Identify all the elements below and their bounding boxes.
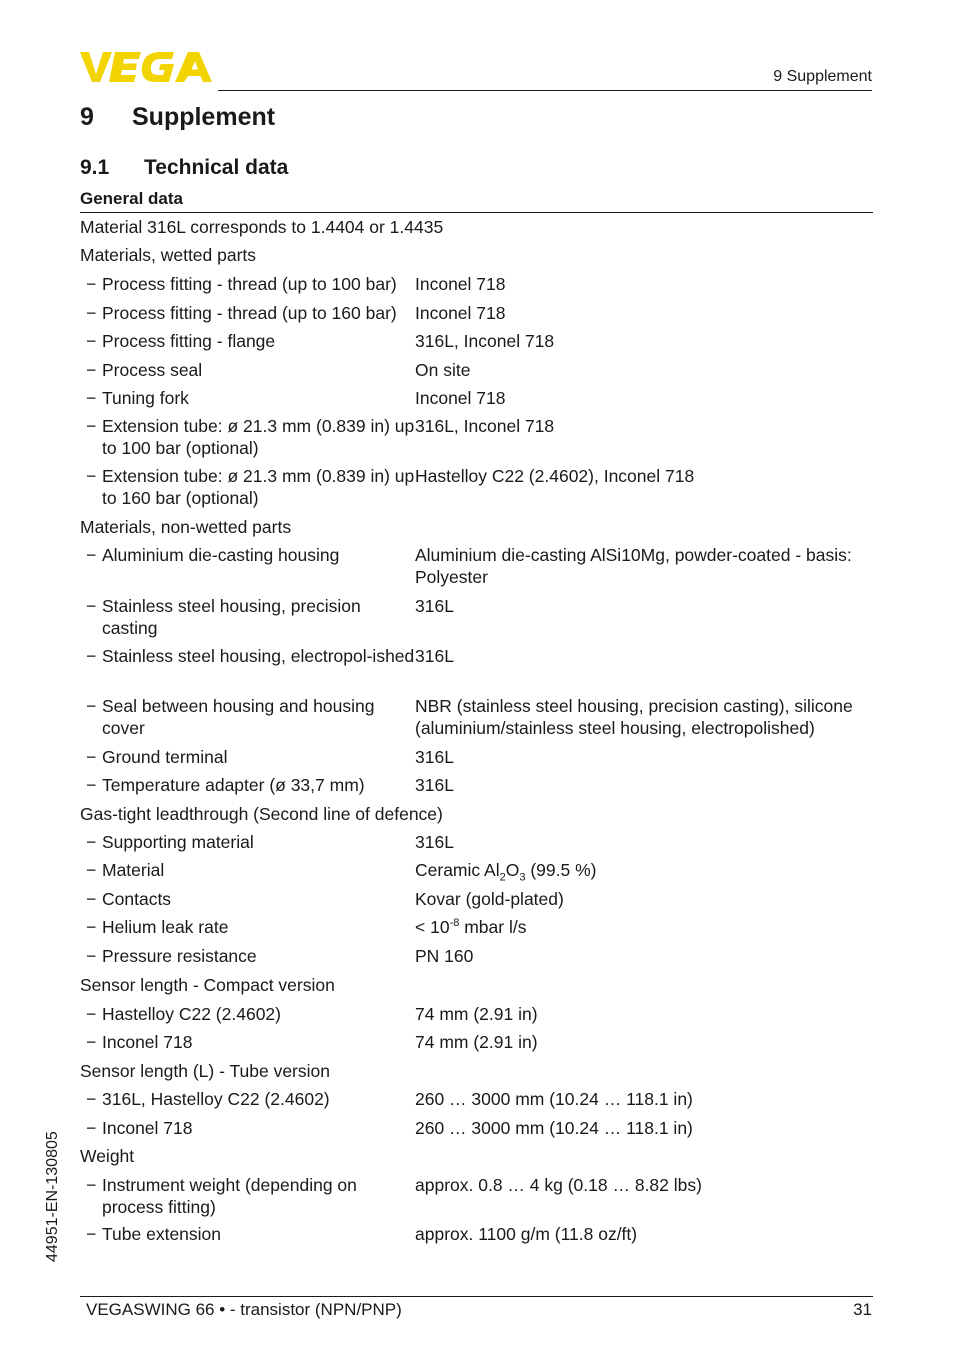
item-label: Stainless steel housing, precision casting	[102, 596, 361, 638]
dash-bullet: −	[86, 545, 97, 565]
item-label: Tuning fork	[102, 388, 189, 408]
group-row	[80, 1060, 873, 1082]
footer-rule	[80, 1296, 873, 1297]
item-label-cell	[80, 1223, 415, 1245]
dash-bullet: −	[86, 388, 97, 408]
item-label: Material	[102, 860, 165, 880]
item-row	[80, 1117, 873, 1139]
page-number: 31	[853, 1300, 872, 1319]
item-row	[80, 774, 873, 796]
dash-bullet: −	[86, 696, 97, 716]
dash-bullet: −	[86, 646, 97, 666]
dash-bullet: −	[86, 416, 97, 436]
item-label: Instrument weight (depending on process fitting)	[102, 1175, 357, 1217]
value-fragment: Ceramic Al	[415, 860, 500, 880]
item-label-cell	[80, 695, 415, 739]
item-label: Aluminium die-casting housing	[102, 545, 340, 565]
item-label-cell	[80, 1088, 415, 1110]
dash-bullet: −	[86, 832, 97, 852]
dash-bullet: −	[86, 860, 97, 880]
item-row	[80, 888, 873, 910]
superscript: -8	[449, 917, 460, 930]
dash-bullet: −	[86, 1089, 97, 1109]
item-value: 316L	[415, 832, 454, 852]
value-fragment: O	[505, 860, 520, 880]
item-label-cell	[80, 330, 415, 352]
value-fragment: < 10	[415, 917, 450, 937]
group-label: Material 316L corresponds to 1.4404 or 1.4435	[80, 217, 444, 237]
subheading-rule	[80, 212, 873, 213]
item-label: Pressure resistance	[102, 946, 257, 966]
item-label-cell	[80, 415, 415, 459]
item-label-cell	[80, 645, 415, 667]
dash-bullet: −	[86, 596, 97, 616]
item-label: Tube extension	[102, 1224, 222, 1244]
item-row	[80, 1223, 873, 1245]
item-value: approx. 0.8 … 4 kg (0.18 … 8.82 lbs)	[415, 1175, 702, 1195]
value-fragment: mbar l/s	[459, 917, 527, 937]
section-title: Technical data	[144, 156, 289, 179]
item-label: Helium leak rate	[102, 917, 229, 937]
item-label-cell	[80, 465, 415, 509]
item-value: 316L	[415, 747, 454, 767]
group-label: Materials, non-wetted parts	[80, 517, 292, 537]
item-label: Process seal	[102, 360, 203, 380]
chapter-number: 9	[80, 103, 94, 131]
vega-logo	[80, 50, 212, 84]
dash-bullet: −	[86, 946, 97, 966]
item-value: Inconel 718	[415, 274, 506, 294]
item-label: Process fitting - thread (up to 160 bar)	[102, 303, 397, 323]
group-row	[80, 516, 873, 538]
item-label-cell	[80, 916, 415, 938]
group-label: Materials, wetted parts	[80, 245, 257, 265]
item-value: 316L	[415, 596, 454, 616]
item-value: 74 mm (2.91 in)	[415, 1032, 538, 1052]
item-value: 260 … 3000 mm (10.24 … 118.1 in)	[415, 1118, 693, 1138]
item-row	[80, 1003, 873, 1025]
item-row	[80, 1031, 873, 1053]
item-row	[80, 1174, 873, 1218]
item-row	[80, 544, 873, 588]
item-label-cell	[80, 746, 415, 768]
subscript: 3	[519, 871, 526, 884]
item-label: 316L, Hastelloy C22 (2.4602)	[102, 1089, 330, 1109]
item-row	[80, 695, 873, 739]
item-label-cell	[80, 831, 415, 853]
item-label: Temperature adapter (ø 33,7 mm)	[102, 775, 365, 795]
item-label-cell	[80, 302, 415, 324]
item-label-cell	[80, 387, 415, 409]
item-value: On site	[415, 360, 471, 380]
item-row	[80, 302, 873, 324]
item-value: Kovar (gold-plated)	[415, 889, 564, 909]
item-label-cell	[80, 544, 415, 588]
group-row	[80, 216, 873, 238]
group-label: Gas-tight leadthrough (Second line of defence)	[80, 804, 443, 824]
item-value: 316L, Inconel 718	[415, 331, 555, 351]
item-label-cell	[80, 1003, 415, 1025]
general-data-heading: General data	[80, 189, 183, 208]
dash-bullet: −	[86, 1004, 97, 1024]
dash-bullet: −	[86, 274, 97, 294]
item-label: Stainless steel housing, electropol-ished	[102, 646, 415, 666]
item-value: Hastelloy C22 (2.4602), Inconel 718	[415, 466, 695, 486]
footer-product: VEGASWING 66 • - transistor (NPN/PNP)	[86, 1300, 402, 1319]
item-label: Contacts	[102, 889, 172, 909]
item-value: 316L, Inconel 718	[415, 416, 555, 436]
item-value: Inconel 718	[415, 303, 506, 323]
item-value: 316L	[415, 775, 454, 795]
item-row	[80, 595, 873, 639]
header-rule	[218, 90, 872, 91]
item-label-cell	[80, 774, 415, 796]
item-value: Aluminium die-casting AlSi10Mg, powder-coated - basis: Polyester	[415, 545, 852, 587]
item-label: Hastelloy C22 (2.4602)	[102, 1004, 281, 1024]
item-value: approx. 1100 g/m (11.8 oz/ft)	[415, 1224, 638, 1244]
section-number: 9.1	[80, 156, 110, 179]
item-label-cell	[80, 1031, 415, 1053]
item-label: Supporting material	[102, 832, 254, 852]
dash-bullet: −	[86, 466, 97, 486]
item-label-cell	[80, 1117, 415, 1139]
dash-bullet: −	[86, 1175, 97, 1195]
item-value: 260 … 3000 mm (10.24 … 118.1 in)	[415, 1089, 693, 1109]
dash-bullet: −	[86, 303, 97, 323]
item-label: Inconel 718	[102, 1032, 193, 1052]
item-row	[80, 746, 873, 768]
group-row	[80, 1145, 873, 1167]
item-label-cell	[80, 1174, 415, 1218]
chapter-heading	[80, 103, 275, 132]
item-value: PN 160	[415, 946, 474, 966]
item-row	[80, 916, 873, 938]
item-label-cell	[80, 859, 415, 881]
item-value: 74 mm (2.91 in)	[415, 1004, 538, 1024]
subscript: 2	[499, 871, 506, 884]
item-value: Inconel 718	[415, 388, 506, 408]
group-row	[80, 803, 873, 825]
chapter-title: Supplement	[132, 103, 276, 131]
item-value: 316L	[415, 646, 454, 666]
item-label-cell	[80, 595, 415, 639]
item-row	[80, 387, 873, 409]
group-label: Weight	[80, 1146, 135, 1166]
item-label: Ground terminal	[102, 747, 228, 767]
item-label: Inconel 718	[102, 1118, 193, 1138]
item-row	[80, 645, 873, 667]
item-row	[80, 1088, 873, 1110]
value-fragment: (99.5 %)	[525, 860, 597, 880]
dash-bullet: −	[86, 331, 97, 351]
dash-bullet: −	[86, 889, 97, 909]
item-row	[80, 465, 873, 509]
item-label-cell	[80, 359, 415, 381]
item-value	[415, 916, 873, 938]
dash-bullet: −	[86, 775, 97, 795]
document-code: 44951-EN-130805	[44, 1131, 61, 1262]
group-row	[80, 974, 873, 996]
group-label: Sensor length - Compact version	[80, 975, 335, 995]
dash-bullet: −	[86, 1032, 97, 1052]
item-label: Seal between housing and housing cover	[102, 696, 375, 738]
section-heading	[80, 156, 288, 180]
item-value: NBR (stainless steel housing, precision casting), silicone (aluminium/stainless steel housing, electropolished)	[415, 696, 853, 738]
item-label: Extension tube: ø 21.3 mm (0.839 in) up to 100 bar (optional)	[102, 416, 415, 458]
item-label: Process fitting - thread (up to 100 bar)	[102, 274, 397, 294]
group-label: Sensor length (L) - Tube version	[80, 1061, 330, 1081]
dash-bullet: −	[86, 360, 97, 380]
item-label-cell	[80, 945, 415, 967]
item-label: Process fitting - flange	[102, 331, 276, 351]
dash-bullet: −	[86, 917, 97, 937]
item-label-cell	[80, 888, 415, 910]
group-row	[80, 244, 873, 266]
dash-bullet: −	[86, 1118, 97, 1138]
dash-bullet: −	[86, 1224, 97, 1244]
item-row	[80, 945, 873, 967]
item-row	[80, 330, 873, 352]
item-label: Extension tube: ø 21.3 mm (0.839 in) up to 160 bar (optional)	[102, 466, 415, 508]
item-label-cell	[80, 273, 415, 295]
dash-bullet: −	[86, 747, 97, 767]
item-value	[415, 859, 873, 884]
item-row	[80, 831, 873, 853]
item-row	[80, 859, 873, 884]
header-section-ref: 9 Supplement	[773, 68, 872, 85]
item-row	[80, 415, 873, 459]
item-row	[80, 359, 873, 381]
item-row	[80, 273, 873, 295]
